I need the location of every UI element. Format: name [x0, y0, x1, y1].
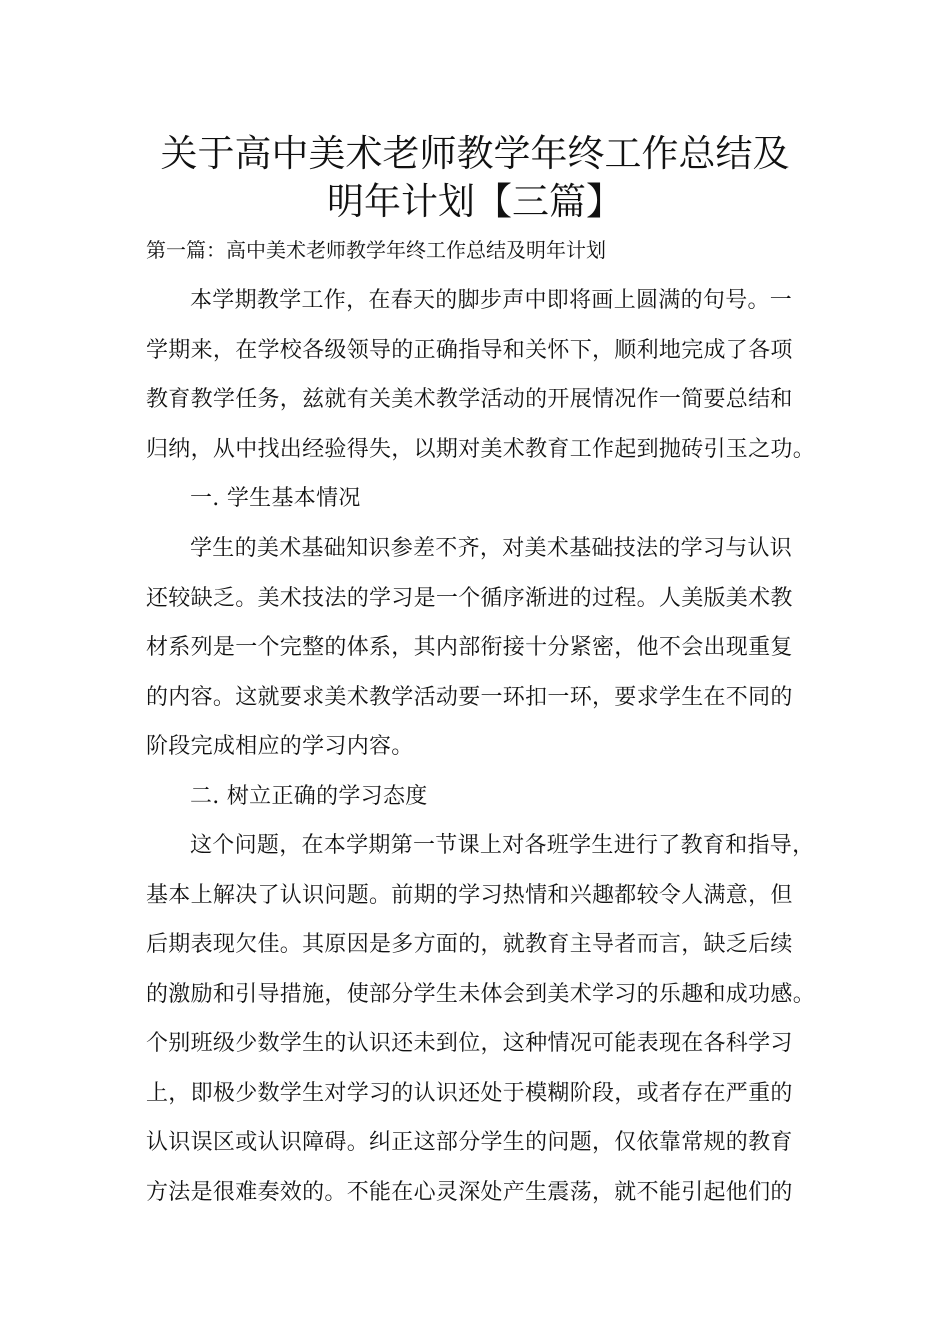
paragraph-line: 认识误区或认识障碍。纠正这部分学生的问题，仅依靠常规的教育 — [146, 1130, 793, 1155]
paragraph-line: 还较缺乏。美术技法的学习是一个循序渐进的过程。人美版美术教 — [146, 586, 793, 611]
paragraph-line: 后期表现欠佳。其原因是多方面的，就教育主导者而言，缺乏后续 — [146, 932, 793, 957]
document-title-line-2: 明年计划【三篇】 — [327, 180, 623, 223]
paragraph-line: 归纳，从中找出经验得失，以期对美术教育工作起到抛砖引玉之功。 — [146, 437, 816, 462]
paragraph-line: 教育教学任务，兹就有关美术教学活动的开展情况作一简要总结和 — [146, 387, 793, 412]
paragraph-line: 这个问题，在本学期第一节课上对各班学生进行了教育和指导， — [190, 833, 815, 858]
paragraph-line: 个别班级少数学生的认识还未到位，这种情况可能表现在各科学习 — [146, 1031, 793, 1056]
section-heading: 二. 树立正确的学习态度 — [190, 784, 428, 809]
section-subtitle: 第一篇：高中美术老师教学年终工作总结及明年计划 — [146, 238, 606, 262]
paragraph-line: 的激励和引导措施，使部分学生未体会到美术学习的乐趣和成功感。 — [146, 982, 816, 1007]
paragraph-line: 阶段完成相应的学习内容。 — [146, 734, 414, 759]
paragraph-line: 本学期教学工作，在春天的脚步声中即将画上圆满的句号。一 — [190, 288, 793, 313]
paragraph-line: 上，即极少数学生对学习的认识还处于模糊阶段，或者存在严重的 — [146, 1081, 793, 1106]
paragraph-line: 材系列是一个完整的体系，其内部衔接十分紧密，他不会出现重复 — [146, 635, 793, 660]
document-title-line-1: 关于高中美术老师教学年终工作总结及 — [160, 132, 790, 175]
paragraph-line: 学生的美术基础知识参差不齐，对美术基础技法的学习与认识 — [190, 536, 793, 561]
section-heading: 一. 学生基本情况 — [190, 486, 361, 511]
paragraph-line: 学期来，在学校各级领导的正确指导和关怀下，顺利地完成了各项 — [146, 338, 793, 363]
paragraph-line: 的内容。这就要求美术教学活动要一环扣一环，要求学生在不同的 — [146, 685, 793, 710]
paragraph-line: 方法是很难奏效的。不能在心灵深处产生震荡，就不能引起他们的 — [146, 1180, 793, 1205]
paragraph-line: 基本上解决了认识问题。前期的学习热情和兴趣都较令人满意，但 — [146, 883, 793, 908]
